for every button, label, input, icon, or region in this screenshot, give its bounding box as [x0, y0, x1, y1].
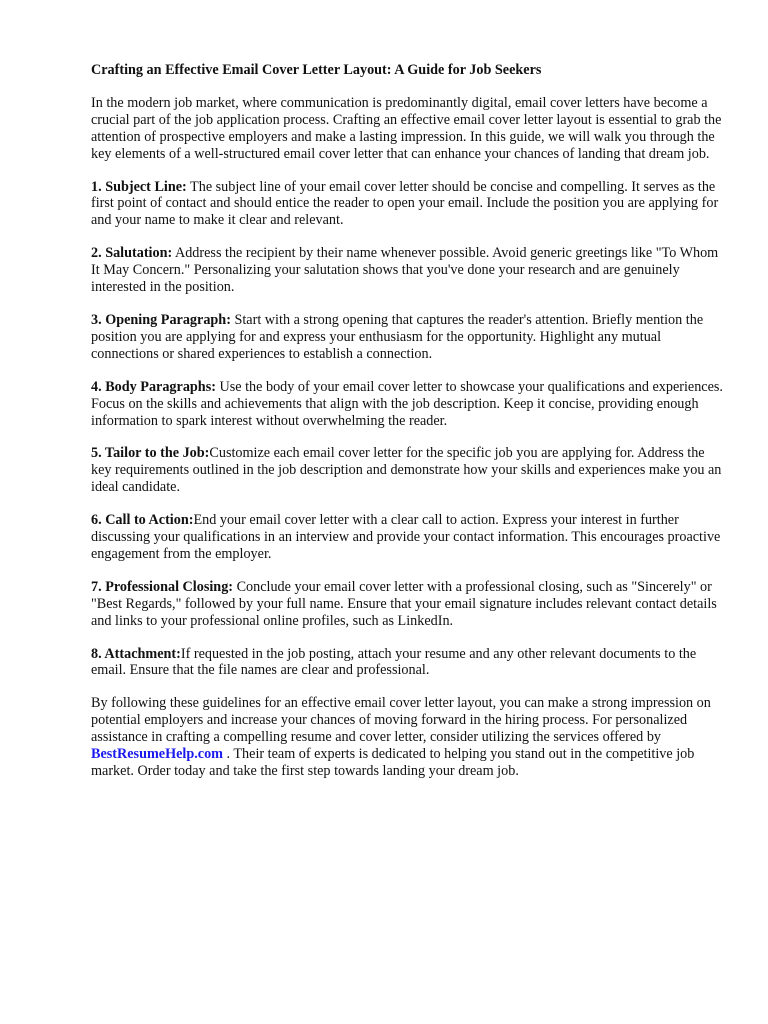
section-label: 1. Subject Line: [91, 178, 187, 195]
section-text: Start with a strong opening that captures the reader's attention. Briefly mention the position you are applying for and express your enthusiasm for the opportunity. Highlight any mutual connections or shared experiences to establish a connection. [91, 311, 704, 362]
conclusion-text-before-link: By following these guidelines for an effective email cover letter layout, you can make a strong impression on potential employers and increase your chances of moving forward in the hiring process. For personalized assistance in crafting a compelling resume and cover letter, consider utilizing the services offered by [91, 695, 711, 746]
section-attachment [91, 646, 723, 680]
section-label: 3. Opening Paragraph: [91, 311, 231, 328]
section-label: 8. Attachment: [91, 645, 181, 662]
section-label: 6. Call to Action: [91, 512, 194, 529]
section-label: 4. Body Paragraphs: [91, 378, 216, 395]
bestresumehelp-link[interactable]: BestResumeHelp.com [91, 746, 223, 763]
section-salutation [91, 245, 723, 296]
section-call-to-action [91, 512, 723, 563]
section-text: End your email cover letter with a clear call to action. Express your interest in further discussing your qualifications in an interview and provide your contact information. This encourages proactive engagement from the employer. [91, 512, 721, 562]
section-text: The subject line of your email cover letter should be concise and compelling. It serves as the first point of contact and should entice the reader to open your email. Include the position you are applying for and your name to make it clear and relevant. [91, 178, 719, 229]
section-text: Conclude your email cover letter with a professional closing, such as "Sincerely" or "Best Regards," followed by your full name. Ensure that your email signature includes relevant contact details and links to your professional online profiles, such as LinkedIn. [91, 578, 717, 629]
section-body-paragraphs [91, 379, 723, 430]
section-text: Use the body of your email cover letter to showcase your qualifications and experiences. Focus on the skills and achievements that align with the job description. Keep it concise, providing enough information to spark interest without overwhelming the reader. [91, 378, 723, 429]
section-label: 2. Salutation: [91, 245, 173, 262]
section-tailor-to-the-job [91, 445, 723, 496]
document-page [91, 62, 723, 796]
conclusion-paragraph [91, 695, 723, 780]
intro-paragraph: In the modern job market, where communication is predominantly digital, email cover letters have become a crucial part of the job application process. Crafting an effective email cover letter layout is essential to grab the attention of prospective employers and make a lasting impression. In this guide, we will walk you through the key elements of a well-structured email cover letter that can enhance your chances of landing that dream job. [91, 94, 722, 162]
section-label: 5. Tailor to the Job: [91, 445, 210, 462]
section-text: If requested in the job posting, attach your resume and any other relevant documents to the email. Ensure that the file names are clear and professional. [91, 645, 697, 679]
section-opening-paragraph [91, 312, 723, 363]
document-title: Crafting an Effective Email Cover Letter Layout: A Guide for Job Seekers [91, 62, 542, 78]
section-subject-line [91, 179, 723, 230]
section-text: Customize each email cover letter for the specific job you are applying for. Address the key requirements outlined in the job description and demonstrate how your skills and experiences make you an ideal candidate. [91, 445, 722, 496]
section-label: 7. Professional Closing: [91, 578, 234, 595]
conclusion-text-after-link: . Their team of experts is dedicated to helping you stand out in the competitive job market. Order today and take the first step towards landing your dream job. [91, 746, 695, 779]
section-text: Address the recipient by their name whenever possible. Avoid generic greetings like "To Whom It May Concern." Personalizing your salutation shows that you've done your research and are genuinely interested in the position. [91, 245, 719, 296]
section-professional-closing [91, 579, 723, 630]
